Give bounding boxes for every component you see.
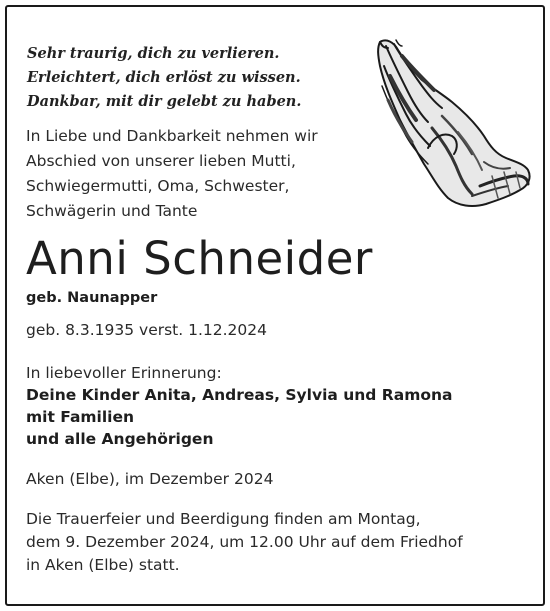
poem-verse <box>27 42 301 114</box>
funeral-notice <box>26 508 463 577</box>
funeral-line: dem 9. Dezember 2024, um 12.00 Uhr auf dem Friedhof <box>26 533 463 551</box>
intro-line: Schwägerin und Tante <box>26 202 198 220</box>
intro-line: Abschied von unserer lieben Mutti, <box>26 152 296 170</box>
funeral-line: in Aken (Elbe) statt. <box>26 556 180 574</box>
intro-line: In Liebe und Dankbarkeit nehmen wir <box>26 127 318 145</box>
maiden-name: geb. Naunapper <box>26 290 158 306</box>
deceased-name: Anni Schneider <box>26 232 373 285</box>
mourners-block <box>26 362 453 450</box>
verse-line: Erleichtert, dich erlöst zu wissen. <box>27 69 301 86</box>
mourners-line: und alle Angehörigen <box>26 430 214 448</box>
funeral-line: Die Trauerfeier und Beerdigung finden am Montag, <box>26 510 421 528</box>
intro-line: Schwiegermutti, Oma, Schwester, <box>26 177 290 195</box>
praying-hands-icon <box>372 36 534 214</box>
verse-line: Dankbar, mit dir gelebt zu haben. <box>27 93 302 110</box>
mourners-line: Deine Kinder Anita, Andreas, Sylvia und Ramona <box>26 386 453 404</box>
farewell-intro <box>26 124 318 224</box>
verse-line: Sehr traurig, dich zu verlieren. <box>27 45 280 62</box>
mourners-line: mit Familien <box>26 408 135 426</box>
life-dates: geb. 8.3.1935 verst. 1.12.2024 <box>26 321 267 339</box>
memory-intro: In liebevoller Erinnerung: <box>26 364 222 382</box>
place-date: Aken (Elbe), im Dezember 2024 <box>26 470 274 488</box>
